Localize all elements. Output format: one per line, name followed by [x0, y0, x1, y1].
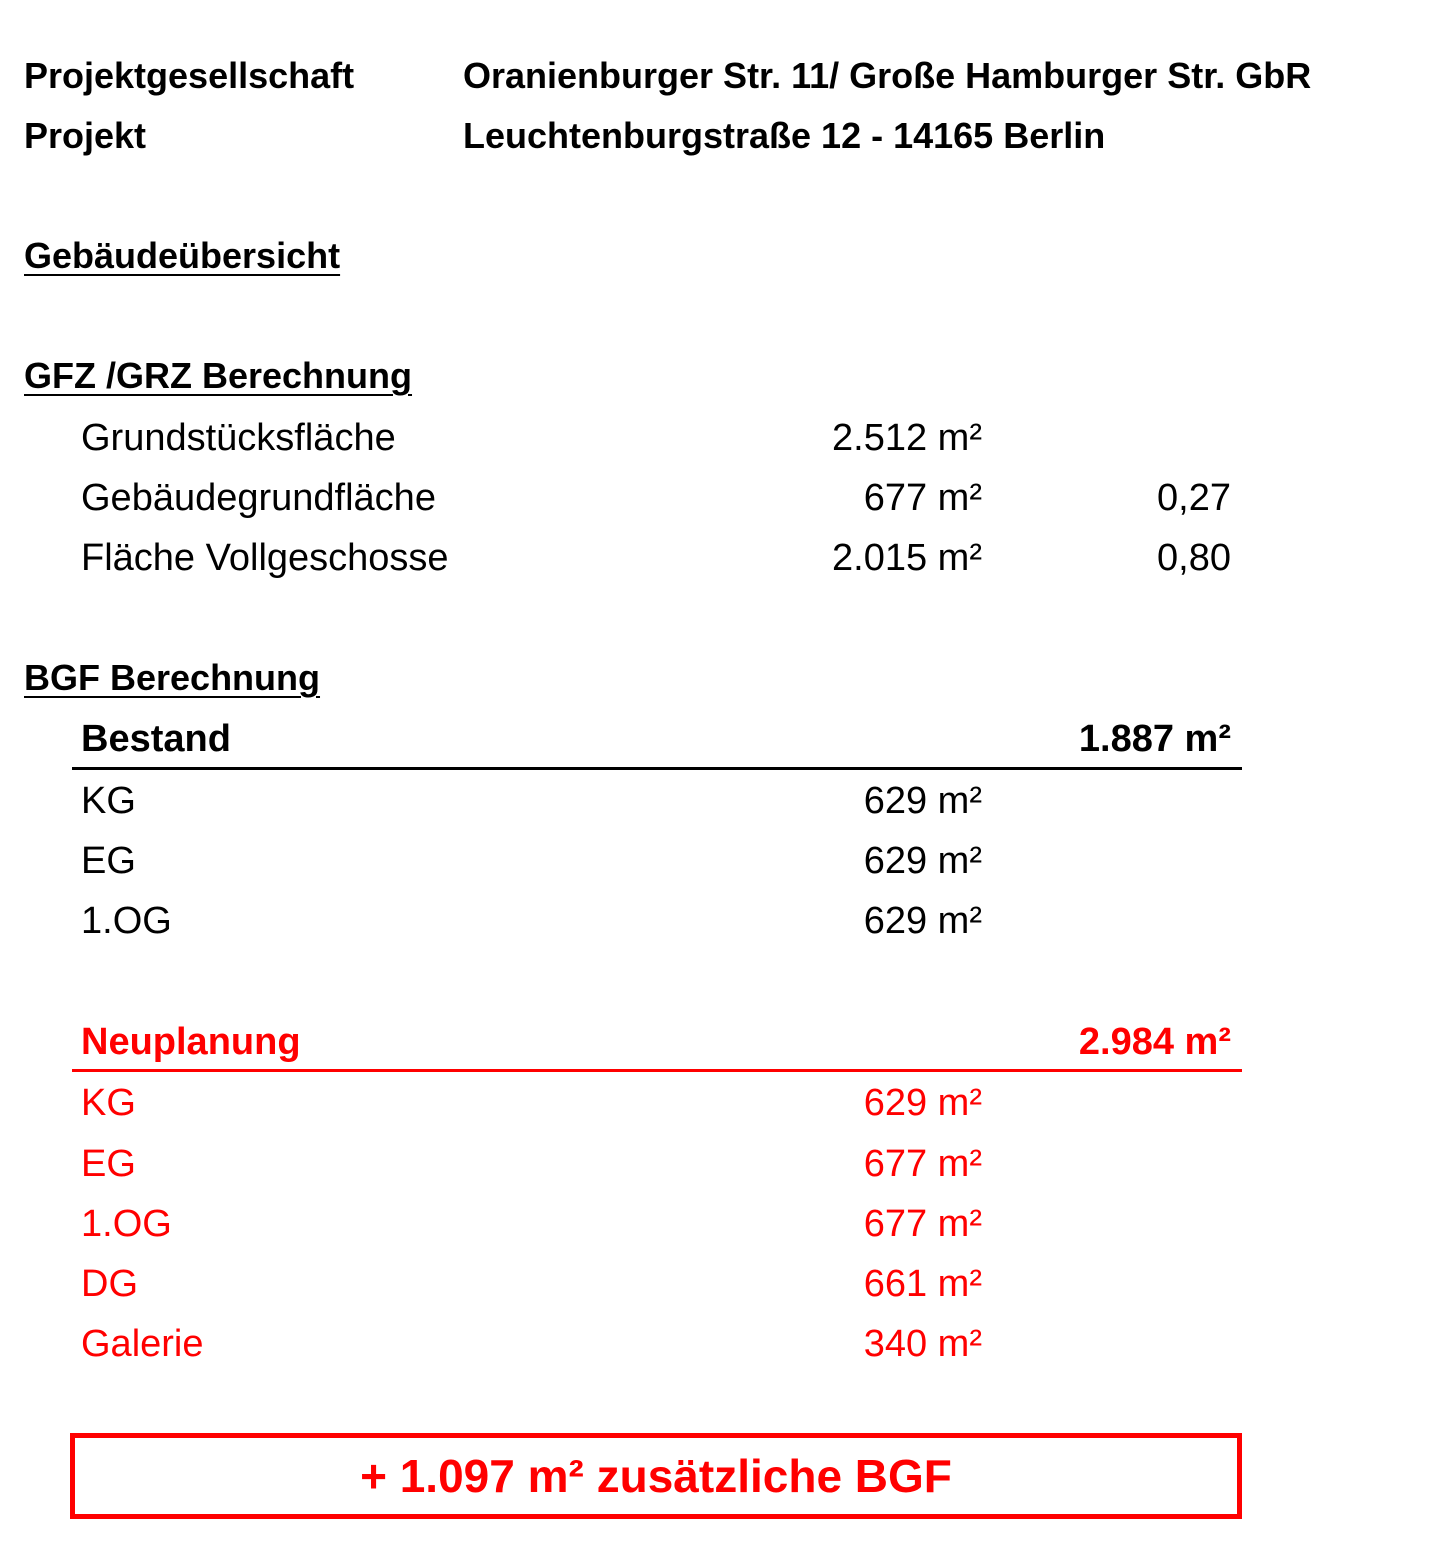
neuplanung-row-value: 661 m² [863, 1263, 982, 1305]
bestand-total: 1.887 m² [1078, 718, 1231, 760]
neuplanung-row-label: DG [81, 1263, 138, 1305]
gfz-row-value: 2.015 m² [832, 537, 982, 579]
bestand-row-value: 629 m² [863, 840, 982, 882]
neuplanung-row-label: Galerie [81, 1323, 204, 1365]
bestand-row-label: EG [81, 840, 136, 882]
gfz-row-label: Fläche Vollgeschosse [81, 537, 449, 579]
neuplanung-total: 2.984 m² [1078, 1021, 1231, 1063]
project-label: Projekt [24, 115, 147, 156]
additional-bgf-summary: + 1.097 m² zusätzliche BGF [360, 1450, 952, 1502]
bestand-row-label: 1.OG [81, 900, 172, 942]
bestand-row-value: 629 m² [863, 780, 982, 822]
gfz-row-ratio: 0,80 [1157, 537, 1231, 579]
company-value: Oranienburger Str. 11/ Große Hamburger Str. GbR [463, 55, 1312, 96]
neuplanung-row-value: 677 m² [863, 1203, 982, 1245]
overview-title: Gebäudeübersicht [24, 235, 341, 276]
neuplanung-row-label: EG [81, 1143, 136, 1185]
bestand-row-label: KG [81, 780, 136, 822]
gfz-row-label: Grundstücksfläche [81, 417, 396, 459]
neuplanung-row-value: 340 m² [863, 1323, 982, 1365]
bgf-title: BGF Berechnung [24, 657, 321, 698]
neuplanung-row-value: 629 m² [863, 1082, 982, 1124]
neuplanung-divider [72, 1069, 1242, 1072]
neuplanung-row-label: 1.OG [81, 1203, 172, 1245]
neuplanung-label: Neuplanung [81, 1021, 301, 1063]
bestand-label: Bestand [81, 718, 231, 760]
gfz-grz-title: GFZ /GRZ Berechnung [24, 355, 413, 396]
additional-bgf-summary-box [70, 1433, 1242, 1519]
gfz-row-value: 677 m² [863, 477, 982, 519]
gfz-row-ratio: 0,27 [1157, 477, 1231, 519]
company-label: Projektgesellschaft [24, 55, 355, 96]
bestand-row-value: 629 m² [863, 900, 982, 942]
project-value: Leuchtenburgstraße 12 - 14165 Berlin [463, 115, 1106, 156]
bestand-divider [72, 767, 1242, 770]
neuplanung-row-value: 677 m² [863, 1143, 982, 1185]
gfz-row-value: 2.512 m² [832, 417, 982, 459]
gfz-row-label: Gebäudegrundfläche [81, 477, 436, 519]
neuplanung-row-label: KG [81, 1082, 136, 1124]
